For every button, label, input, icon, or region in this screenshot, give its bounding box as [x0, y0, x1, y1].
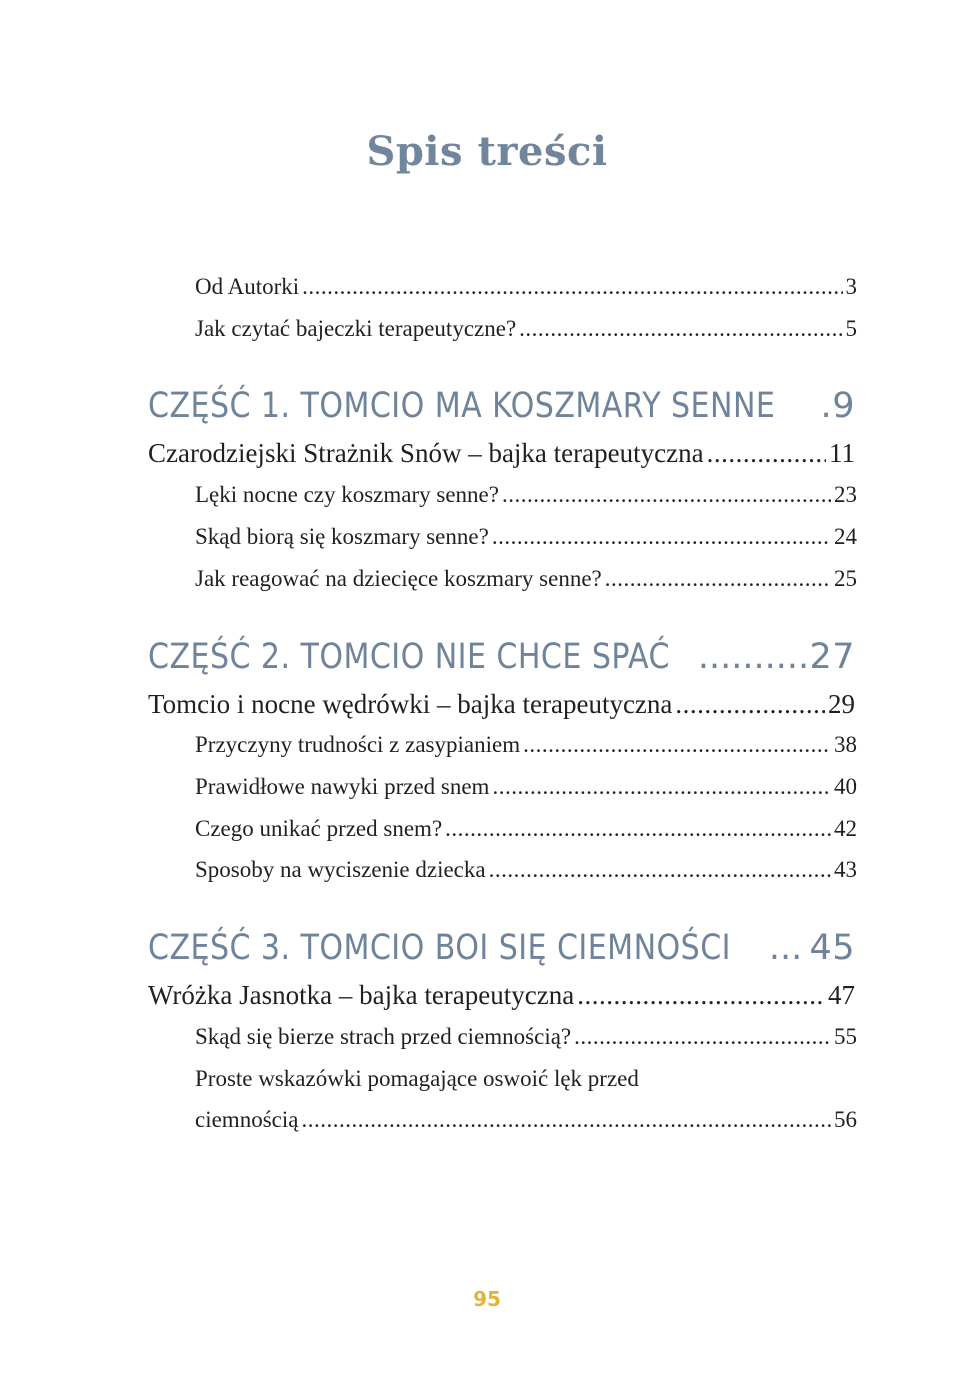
- part-heading-page: 45: [809, 928, 855, 968]
- page-number: 95: [473, 1287, 501, 1311]
- dot-leader: [707, 438, 826, 469]
- dot-leader: [675, 689, 825, 720]
- part-heading-page: 27: [809, 637, 855, 677]
- part-heading[interactable]: [148, 386, 855, 426]
- dot-leader: [489, 857, 831, 883]
- toc-entry-label: Sposoby na wyciszenie dziecka: [195, 857, 486, 882]
- toc-entry-label: Lęki nocne czy koszmary senne?: [195, 482, 499, 507]
- dot-leader: [492, 774, 831, 800]
- story-entry-page: 47: [828, 980, 855, 1010]
- dot-leader: [492, 524, 831, 550]
- part-heading[interactable]: [148, 928, 855, 968]
- story-entry-page: 11: [829, 438, 855, 468]
- toc-entry[interactable]: [195, 482, 857, 508]
- toc-entry[interactable]: [195, 774, 857, 800]
- toc-entry[interactable]: [195, 566, 857, 592]
- toc-entry[interactable]: [195, 857, 857, 883]
- toc-entry-page: 55: [834, 1024, 857, 1049]
- toc-entry-page: 3: [845, 274, 857, 299]
- toc-entry-label: Jak reagować na dziecięce koszmary senne?: [195, 566, 602, 591]
- toc-entry[interactable]: [195, 316, 857, 342]
- toc-entry-label-line1[interactable]: Proste wskazówki pomagające oswoić lęk przed: [195, 1066, 639, 1091]
- story-entry-label: Wróżka Jasnotka – bajka terapeutyczna: [148, 980, 575, 1010]
- story-entry[interactable]: [148, 438, 855, 469]
- dot-leader: [769, 928, 807, 968]
- dot-leader: [523, 732, 831, 758]
- dot-leader: [445, 816, 831, 842]
- part-heading-page: 9: [832, 386, 855, 426]
- toc-entry-page: 56: [834, 1107, 857, 1132]
- part-heading-label: CZĘŚĆ 1. TOMCIO MA KOSZMARY SENNE: [148, 386, 776, 426]
- toc-entry-label: Jak czytać bajeczki terapeutyczne?: [195, 316, 517, 341]
- story-entry-label: Czarodziejski Strażnik Snów – bajka terapeutyczna: [148, 438, 704, 468]
- toc-entry-label: Od Autorki: [195, 274, 300, 299]
- toc-entry[interactable]: [195, 274, 857, 300]
- story-entry[interactable]: [148, 980, 855, 1011]
- page-title: Spis treści: [366, 128, 608, 175]
- dot-leader: [577, 980, 825, 1011]
- toc-entry-label: Prawidłowe nawyki przed snem: [195, 774, 490, 799]
- part-heading-label: CZĘŚĆ 2. TOMCIO NIE CHCE SPAĆ: [148, 637, 670, 677]
- toc-entry[interactable]: [195, 1107, 857, 1133]
- toc-entry[interactable]: [195, 816, 857, 842]
- story-entry-label: Tomcio i nocne wędrówki – bajka terapeutyczna: [148, 689, 673, 719]
- part-heading[interactable]: [148, 637, 855, 677]
- dot-leader: [519, 316, 842, 342]
- toc-entry-page: 43: [834, 857, 857, 882]
- part-heading-label: CZĘŚĆ 3. TOMCIO BOI SIĘ CIEMNOŚCI: [148, 928, 731, 968]
- toc-entry[interactable]: [195, 524, 857, 550]
- toc-entry-label: Skąd biorą się koszmary senne?: [195, 524, 489, 549]
- dot-leader: [301, 1107, 831, 1133]
- dot-leader: [820, 386, 829, 426]
- toc-entry-label: Skąd się bierze strach przed ciemnością?: [195, 1024, 572, 1049]
- toc-entry-page: 23: [834, 482, 857, 507]
- dot-leader: [605, 566, 831, 592]
- toc-entry-label-line2: ciemnością: [195, 1107, 299, 1132]
- dot-leader: [574, 1024, 831, 1050]
- story-entry-page: 29: [828, 689, 855, 719]
- toc-entry-label: Czego unikać przed snem?: [195, 816, 443, 841]
- toc-entry-page: 5: [845, 316, 857, 341]
- dot-leader: [302, 274, 842, 300]
- toc-entry[interactable]: [195, 1024, 857, 1050]
- toc-entry-page: 42: [834, 816, 857, 841]
- toc-entry[interactable]: [195, 732, 857, 758]
- dot-leader: [698, 637, 807, 677]
- story-entry[interactable]: [148, 689, 855, 720]
- toc-entry-page: 25: [834, 566, 857, 591]
- toc-entry-page: 40: [834, 774, 857, 799]
- dot-leader: [502, 482, 831, 508]
- toc-entry-page: 24: [834, 524, 857, 549]
- toc-entry-label: Przyczyny trudności z zasypianiem: [195, 732, 521, 757]
- toc-entry-page: 38: [834, 732, 857, 757]
